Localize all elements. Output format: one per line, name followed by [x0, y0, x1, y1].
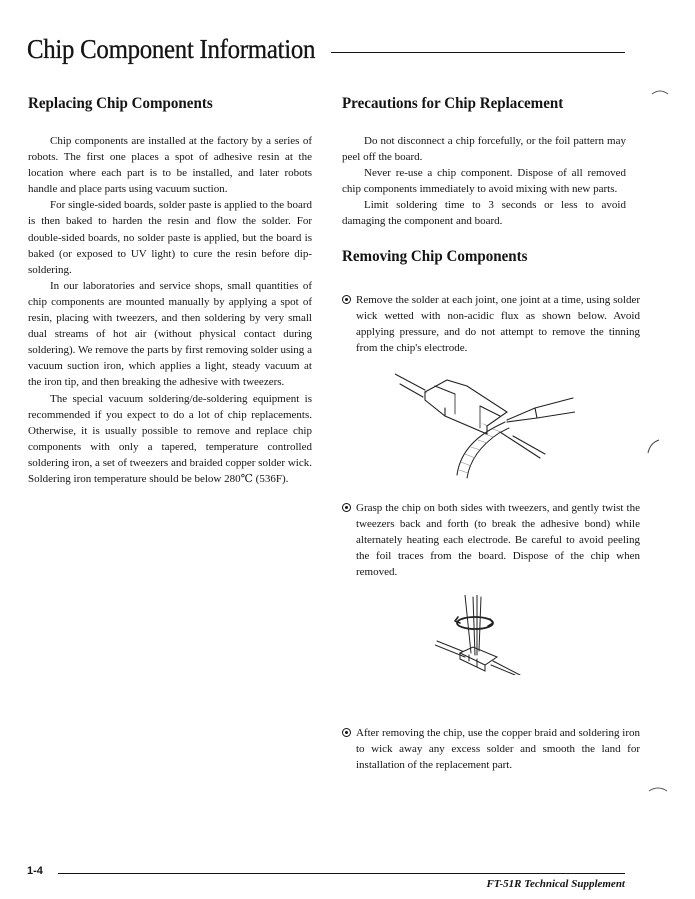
page-number: 1-4	[27, 865, 43, 877]
paragraph: Limit soldering time to 3 seconds or less to avoid damaging the component and board.	[342, 199, 626, 228]
circled-dot-bullet-icon	[342, 295, 351, 304]
paragraph: In our laboratories and service shops, small quantities of chip components are mounted manually by applying a spot of resin, placing with tweezers, and then soldering by very small dual streams of hot air (without physical contact during soldering). We remove the parts by first removing solder using a vacuum suction iron, which applies a light, steady vacuum at the iron tip, and then breaking the adhesive with tweezers.	[28, 279, 312, 389]
paragraph: Never re-use a chip component. Dispose of all removed chip components immediately to avoid mixing with new parts.	[342, 167, 626, 196]
paragraph: Chip components are installed at the factory by a series of robots. The first one places a spot of adhesive resin at the location where each part is to be installed, and later robots handle and place parts using vacuum suction.	[28, 135, 312, 196]
paragraph: Do not disconnect a chip forcefully, or the foil pattern may peel off the board.	[342, 135, 626, 164]
left-column	[28, 95, 312, 487]
step-item	[342, 500, 640, 580]
circled-dot-bullet-icon	[342, 503, 351, 512]
page-title: Chip Component Information	[27, 34, 316, 64]
tweezers-twist-illustration	[435, 595, 525, 675]
paragraph: The special vacuum soldering/de-soldering equipment is recommended if you expect to do a lot of chip replacements. Otherwise, it is usually possible to remove and replace chip components with only a tapered, temperature controlled soldering iron, a set of tweezers and braided copper solder wick. Soldering iron temperature should be below 280℃ (536F).	[28, 392, 312, 485]
title-rule	[331, 52, 625, 53]
margin-mark	[645, 435, 665, 455]
step-text: After removing the chip, use the copper braid and soldering iron to wick away any excess solder and smooth the land for installation of the replacement part.	[356, 727, 640, 772]
step-text: Grasp the chip on both sides with tweezers, and gently twist the tweezers back and forth (to break the adhesive bond) while alternately heating each electrode. Be careful to avoid peeling the foil traces from the board. Dispose of the chip when removed.	[356, 502, 640, 579]
footer-rule	[58, 873, 625, 874]
paragraph: For single-sided boards, solder paste is applied to the board is then baked to harden the resin and flow the solder. For double-sided boards, no solder paste is applied, but the board is baked (or exposed to UV light) to cure the resin before dip-soldering.	[28, 199, 312, 276]
solder-wick-illustration	[395, 370, 575, 480]
step-item	[342, 725, 640, 773]
trace-line	[500, 432, 540, 458]
section-heading-removing: Removing Chip Components	[342, 247, 528, 265]
step-text: Remove the solder at each joint, one joint at a time, using solder wick wetted with non-acidic flux as shown below. Avoid applying pressure, and do not attempt to remove the tinning from the chip's electrode.	[356, 294, 640, 355]
circled-dot-bullet-icon	[342, 728, 351, 737]
step-item	[342, 292, 640, 356]
footer-title: FT-51R Technical Supplement	[486, 878, 625, 890]
section-heading-replacing: Replacing Chip Components	[28, 95, 213, 112]
right-column	[342, 95, 626, 286]
trace-line	[400, 384, 423, 397]
section-heading-precautions: Precautions for Chip Replacement	[342, 95, 564, 112]
margin-mark	[647, 783, 669, 793]
margin-mark	[650, 88, 670, 96]
trace-line	[395, 374, 425, 390]
